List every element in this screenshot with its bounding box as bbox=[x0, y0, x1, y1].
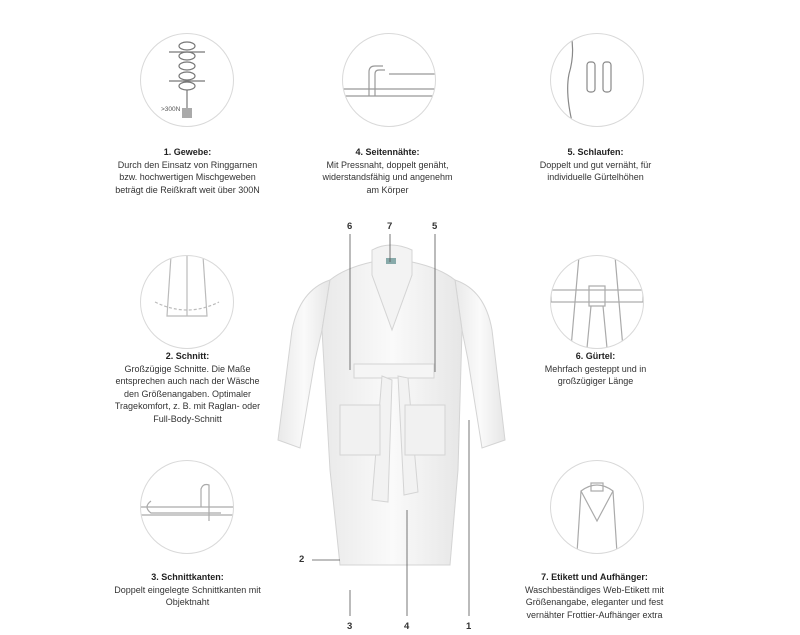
feature-title: 7. Etikett und Aufhänger: bbox=[541, 572, 648, 582]
callout-6: 6 bbox=[347, 221, 353, 232]
feature-title: 3. Schnittkanten: bbox=[151, 572, 224, 582]
tensile-label: >300N bbox=[161, 106, 181, 113]
feature-description: Mehrfach gesteppt und in großzügiger Länge bbox=[544, 363, 647, 386]
feature-description: Durch den Einsatz von Ringgarnen bzw. hochwertigen Mischgeweben beträgt die Reißkraft weit über 300N bbox=[115, 159, 260, 195]
feature-title: 4. Seitennähte: bbox=[355, 147, 420, 157]
label-tag-icon bbox=[386, 258, 396, 264]
feature-description: Waschbeständiges Web-Etikett mit Größenangabe, eleganter und fest vernähter Frottier-Aufhänger extra bbox=[524, 584, 665, 620]
callout-7: 7 bbox=[387, 221, 393, 232]
feature-title: 1. Gewebe: bbox=[163, 147, 212, 157]
feature-description: Doppelt eingelegte Schnittkanten mit Objektnaht bbox=[114, 584, 261, 607]
callout-1: 1 bbox=[466, 621, 472, 632]
callout-3: 3 bbox=[347, 621, 353, 632]
callout-2: 2 bbox=[299, 554, 305, 565]
callout-4: 4 bbox=[404, 621, 410, 632]
feature-title: 5. Schlaufen: bbox=[567, 147, 624, 157]
feature-description: Doppelt und gut vernäht, für individuelle Gürtelhöhen bbox=[539, 159, 652, 182]
feature-description: Großzügige Schnitte. Die Maße entsprechen auch nach der Wäsche den Größenangaben. Optimaler Tragekomfort, z. B. mit Raglan- oder Full-Body-Schnitt bbox=[114, 363, 261, 424]
callout-5: 5 bbox=[432, 221, 438, 232]
bathrobe-body bbox=[278, 245, 505, 565]
feature-title: 2. Schnitt: bbox=[165, 351, 210, 361]
feature-title: 6. Gürtel: bbox=[575, 351, 616, 361]
feature-description: Mit Pressnaht, doppelt genäht, widerstandsfähig und angenehm am Körper bbox=[322, 159, 453, 195]
